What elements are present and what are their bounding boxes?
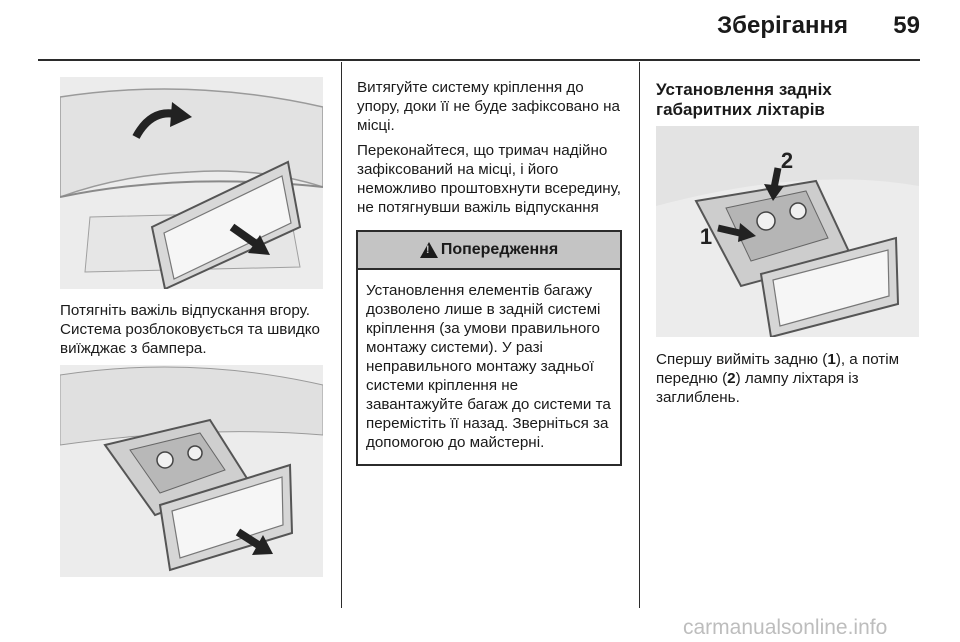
right-paragraph (656, 350, 928, 413)
warning-box (356, 230, 622, 466)
warning-title: Попередження (440, 241, 559, 258)
middle-paragraphs (357, 78, 629, 223)
page-title: Зберігання (717, 12, 848, 39)
warning-header (358, 232, 620, 270)
right-text-part-3: ) лампу ліхтаря із заглиблень. (656, 370, 859, 406)
warning-triangle-icon (420, 242, 438, 258)
right-text-part-2: ), а потім передню ( (656, 351, 900, 387)
lamp-number-2: 2 (727, 370, 736, 387)
figure-lever-release (60, 77, 323, 289)
left-paragraph: Потягніть важіль відпускання вгору. Система розблоковується та швидко виїжджає з бампера. (60, 302, 320, 357)
middle-paragraph-1: Витягуйте систему кріплення до упору, доки її не буде зафіксовано на місці. (357, 79, 620, 134)
page-number: 59 (893, 12, 920, 39)
lamp-number-1: 1 (827, 351, 836, 368)
column-divider-left (341, 62, 342, 608)
watermark[interactable]: carmanualsonline.info (683, 616, 888, 639)
figure-rear-lamps (656, 126, 919, 337)
header-rule (38, 59, 920, 61)
figure-label-2: 2 (780, 148, 794, 173)
right-text-part-1: Спершу вийміть задню ( (656, 351, 828, 368)
figure-carrier-extended (60, 365, 323, 577)
column-divider-right (639, 62, 640, 608)
warning-text: Установлення елементів багажу дозволено лише в задній системі кріплення (за умови правильного монтажу системи). У разі неправильного монтажу задньої системи кріплення не завантажуйте багаж до системи та перемістіть її назад. Зверніться за допомогою до майстерні. (366, 282, 611, 451)
figure-label-1: 1 (699, 224, 713, 249)
section-heading: Установлення задніх габаритних ліхтарів (656, 80, 832, 119)
middle-paragraph-2: Переконайтеся, що тримач надійно зафіксований на місці, і його неможливо проштовхнути всередину, не потягнувши важіль відпускання (357, 142, 621, 216)
